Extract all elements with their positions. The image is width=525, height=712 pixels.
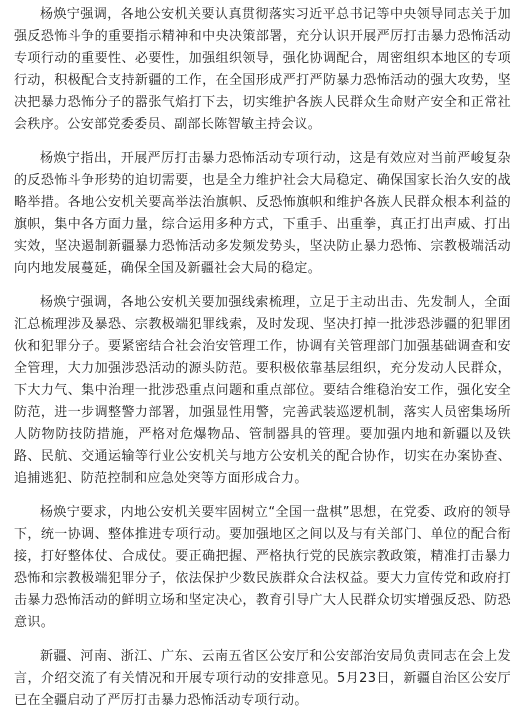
article-paragraph-2: 杨焕宁指出，开展严厉打击暴力恐怖活动专项行动，这是有效应对当前严峻复杂的反恐怖斗争形势的迫切需要，也是全力维护社会大局稳定、确保国家长治久安的战略举措。各地公安机关要高举法治旗帜、反恐怖旗帜和维护各族人民群众根本利益的旗帜，集中各方面力量，综合运用多种方式，下重手、出重拳，真正打出声威、打出实效，坚决遏制新疆暴力恐怖活动多发频发势头，坚决防止暴力恐怖、宗教极端活动向内地发展蔓延，确保全国及新疆社会大局的稳定。 [14,151,511,276]
article-paragraph-4: 杨焕宁要求，内地公安机关要牢固树立“全国一盘棋”思想，在党委、政府的领导下，统一协调、整体推进专项行动。要加强地区之间以及与有关部门、单位的配合衔接，打好整体仗、合成仗。要正确把握、严格执行党的民族宗教政策，精准打击暴力恐怖和宗教极端犯罪分子，依法保护少数民族群众合法权益。要大力宣传党和政府打击暴力恐怖活动的鲜明立场和坚定决心，教育引导广大人民群众切实增强反恐、防恐意识。 [14,505,511,630]
article-paragraph-5: 新疆、河南、浙江、广东、云南五省区公安厅和公安部治安局负责同志在会上发言，介绍交流了有关情况和开展专项行动的安排意见。5月23日，新疆自治区公安厅已在全疆启动了严厉打击暴力恐怖活动专项行动。 [14,649,511,708]
article-paragraph-3: 杨焕宁强调，各地公安机关要加强线索梳理，立足于主动出击、先发制人，全面汇总梳理涉及暴恐、宗教极端犯罪线索，及时发现、坚决打掉一批涉恐涉疆的犯罪团伙和犯罪分子。要紧密结合社会治安管理工作，协调有关管理部门加强基础调查和安全管理，大力加强涉恐活动的源头防范。要积极依靠基层组织，充分发动人民群众，下大力气、集中治理一批涉恐重点问题和重点部位。要结合维稳治安工作，强化安全防范，进一步调整警力部署，加强显性用警，完善武装巡逻机制，落实人员密集场所人防物防技防措施，严格对危爆物品、管制器具的管理。要加强内地和新疆以及铁路、民航、交通运输等行业公安机关与地方公安机关的配合协作，切实在办案协查、追捕逃犯、防范控制和应急处突等方面形成合力。 [14,295,511,486]
article-paragraph-1: 杨焕宁强调，各地公安机关要认真贯彻落实习近平总书记等中央领导同志关于加强反恐怖斗争的重要指示精神和中央决策部署，充分认识开展严厉打击暴力恐怖活动专项行动的重要性、必要性，加强组织领导，强化协调配合，周密组织本地区的专项行动，积极配合支持新疆的工作，在全国形成严打严防暴力恐怖活动的强大攻势，坚决把暴力恐怖分子的嚣张气焰打下去，切实维护各族人民群众生命财产安全和正常社会秩序。公安部党委委员、副部长陈智敏主持会议。 [14,7,511,132]
